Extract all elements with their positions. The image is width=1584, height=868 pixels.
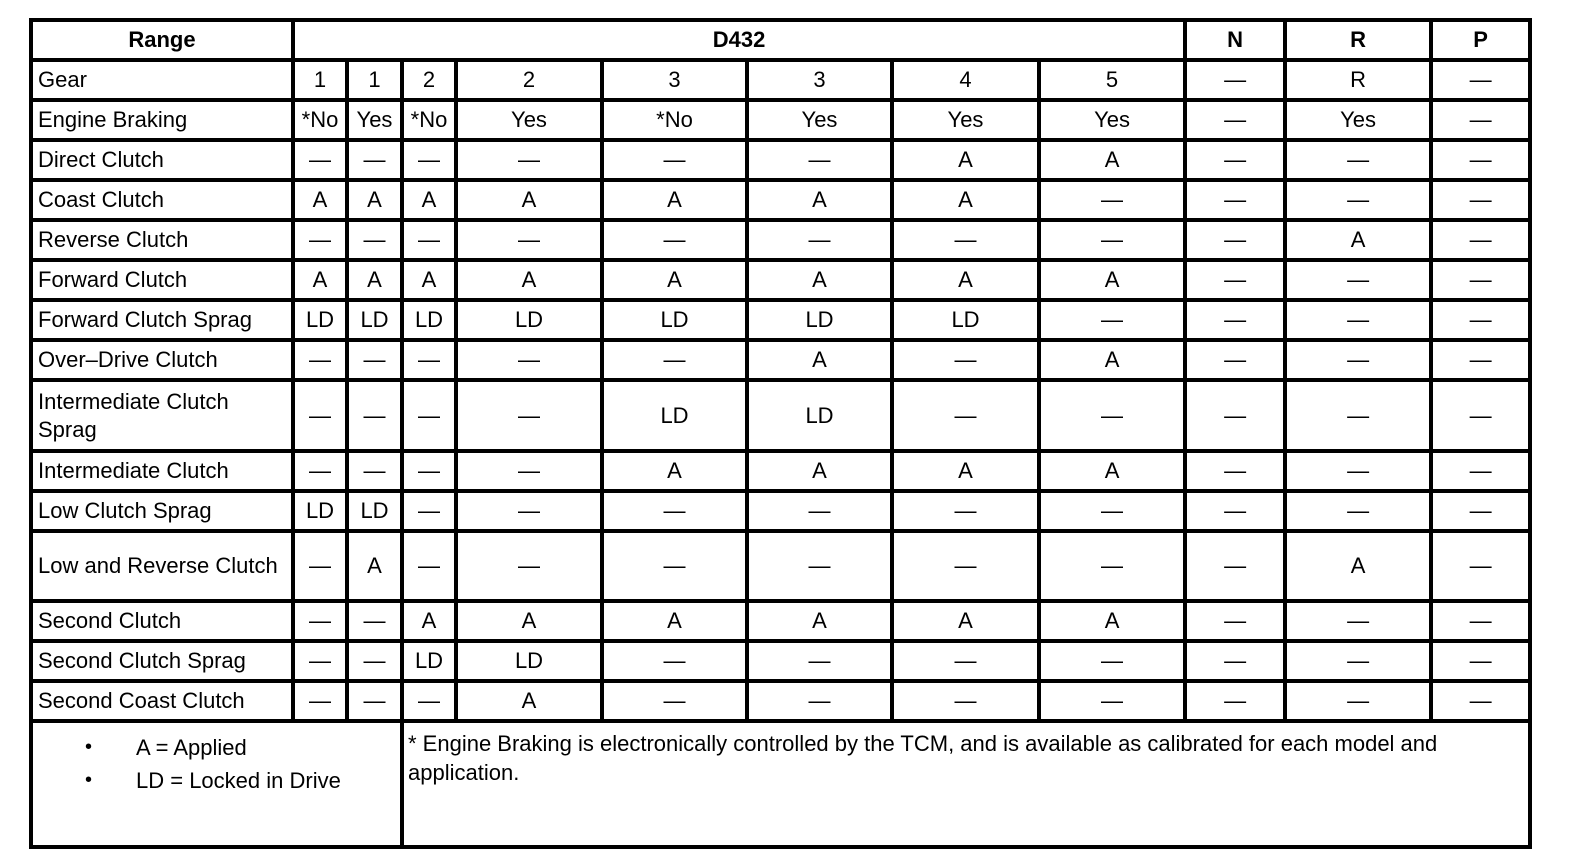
table-cell: — [1431,100,1530,140]
table-row [31,340,1530,380]
table-cell: — [456,380,602,450]
table-cell: A [602,180,747,220]
table-cell: A [402,260,456,300]
table-cell: — [347,451,402,491]
table-cell: — [1185,531,1285,601]
table-cell: 3 [602,60,747,100]
legend-item [85,731,400,764]
table-cell: — [1285,180,1431,220]
table-cell: — [347,641,402,681]
table-cell: — [1039,180,1185,220]
table-cell: A [747,180,892,220]
table-cell: LD [402,641,456,681]
table-cell: — [1285,491,1431,531]
table-cell: — [1039,380,1185,450]
row-label: Second Clutch Sprag [31,641,293,681]
table-row [31,300,1530,340]
legend-text: A = Applied [136,735,247,761]
table-cell: R [1285,60,1431,100]
table-cell: — [1285,260,1431,300]
table-cell: A [1285,220,1431,260]
table-cell: — [1185,220,1285,260]
table-cell: — [1185,380,1285,450]
table-cell: — [602,491,747,531]
table-cell: A [1285,531,1431,601]
table-cell: LD [602,300,747,340]
table-row [31,380,1530,450]
table-cell: A [347,531,402,601]
header-n: N [1185,20,1285,60]
table-cell: — [347,380,402,450]
table-cell: — [402,451,456,491]
table-cell: — [347,220,402,260]
table-cell: A [1039,260,1185,300]
table-cell: — [402,681,456,721]
table-cell: — [602,140,747,180]
table-cell: A [456,681,602,721]
table-cell: — [892,491,1039,531]
table-cell: — [293,340,347,380]
table-cell: — [456,220,602,260]
table-cell: — [1039,531,1185,601]
table-cell: A [347,260,402,300]
table-cell: A [347,180,402,220]
table-cell: — [456,340,602,380]
table-cell: — [892,340,1039,380]
table-cell: A [1039,340,1185,380]
legend-item [85,764,400,797]
table-cell: — [1285,451,1431,491]
row-label: Forward Clutch Sprag [31,300,293,340]
table-cell: LD [347,491,402,531]
table-cell: LD [456,300,602,340]
table-cell: — [602,340,747,380]
header-p: P [1431,20,1530,60]
table-cell: — [1039,300,1185,340]
table-cell: LD [747,380,892,450]
table-cell: — [1185,340,1285,380]
table-cell: — [747,140,892,180]
table-cell: — [1185,451,1285,491]
table-cell: — [402,380,456,450]
table-row [31,491,1530,531]
table-cell: — [293,601,347,641]
table-cell: — [1431,451,1530,491]
table-cell: Yes [747,100,892,140]
table-cell: Yes [892,100,1039,140]
table-cell: — [1431,220,1530,260]
table-cell: A [402,601,456,641]
row-label: Reverse Clutch [31,220,293,260]
header-d432: D432 [293,20,1185,60]
row-label: Over–Drive Clutch [31,340,293,380]
table-cell: — [1185,681,1285,721]
table-row [31,220,1530,260]
table-row [31,641,1530,681]
table-cell: A [747,451,892,491]
table-row [31,140,1530,180]
table-cell: — [456,531,602,601]
table-cell: A [456,180,602,220]
table-cell: — [1185,100,1285,140]
legend [31,721,402,847]
table-cell: — [1431,491,1530,531]
table-cell: — [892,681,1039,721]
table-cell: — [456,451,602,491]
table-cell: — [1431,380,1530,450]
table-row [31,260,1530,300]
row-label: Gear [31,60,293,100]
table-cell: — [892,220,1039,260]
table-cell: — [1039,491,1185,531]
table-cell: — [1185,601,1285,641]
footnote: * Engine Braking is electronically controlled by the TCM, and is available as calibrated for each model and application. [402,721,1530,847]
table-cell: — [1431,60,1530,100]
table-cell: — [347,140,402,180]
table-row [31,100,1530,140]
table-cell: Yes [347,100,402,140]
table-cell: — [602,531,747,601]
table-cell: A [747,340,892,380]
table-cell: 4 [892,60,1039,100]
table-cell: A [402,180,456,220]
table-cell: — [602,641,747,681]
row-label: Direct Clutch [31,140,293,180]
table-cell: Yes [456,100,602,140]
table-cell: — [747,641,892,681]
table-cell: — [347,681,402,721]
table-cell: A [1039,140,1185,180]
table-cell: — [1185,260,1285,300]
table-cell: 3 [747,60,892,100]
table-cell: — [1185,300,1285,340]
table-cell: — [402,531,456,601]
table-cell: — [1431,681,1530,721]
table-cell: — [1285,641,1431,681]
row-label: Intermediate Clutch [31,451,293,491]
table-cell: 1 [347,60,402,100]
table-cell: — [293,220,347,260]
table-cell: LD [602,380,747,450]
row-label: Coast Clutch [31,180,293,220]
table-cell: — [1039,220,1185,260]
table-row [31,451,1530,491]
table-cell: A [456,260,602,300]
table-cell: — [402,491,456,531]
row-label: Forward Clutch [31,260,293,300]
table-cell: — [1285,300,1431,340]
table-cell: A [293,260,347,300]
table-row [31,180,1530,220]
table-cell: A [602,601,747,641]
clutch-application-chart [29,18,1532,849]
table-cell: *No [602,100,747,140]
table-cell: — [602,220,747,260]
table-cell: — [1431,260,1530,300]
table-cell: — [293,140,347,180]
table-cell: A [747,260,892,300]
table-cell: A [892,260,1039,300]
table-cell: LD [347,300,402,340]
table-cell: LD [747,300,892,340]
table-cell: — [293,380,347,450]
table-cell: — [293,681,347,721]
table-cell: 2 [456,60,602,100]
footer-row [31,721,1530,847]
table-cell: — [1431,180,1530,220]
table-cell: A [456,601,602,641]
table-cell: — [747,220,892,260]
row-label: Low and Reverse Clutch [31,531,293,601]
row-label: Second Clutch [31,601,293,641]
table-cell: — [456,491,602,531]
table-cell: A [1039,601,1185,641]
table-row [31,531,1530,601]
table-cell: — [1431,601,1530,641]
table-cell: — [293,451,347,491]
table-cell: A [1039,451,1185,491]
table-cell: — [747,531,892,601]
table-cell: LD [892,300,1039,340]
row-label: Intermediate Clutch Sprag [31,380,293,450]
table-cell: — [1431,140,1530,180]
table-cell: A [892,601,1039,641]
table-cell: — [293,531,347,601]
header-range: Range [31,20,293,60]
table-cell: A [747,601,892,641]
table-cell: Yes [1285,100,1431,140]
legend-text: LD = Locked in Drive [136,768,341,794]
table-cell: — [293,641,347,681]
table-cell: — [1431,641,1530,681]
table-cell: A [892,180,1039,220]
table-cell: — [1431,340,1530,380]
table-cell: — [402,140,456,180]
table-row [31,60,1530,100]
table-cell: — [1185,180,1285,220]
table-cell: A [293,180,347,220]
row-label: Low Clutch Sprag [31,491,293,531]
table-cell: *No [293,100,347,140]
table-cell: — [1285,681,1431,721]
table-cell: LD [456,641,602,681]
table-cell: 5 [1039,60,1185,100]
header-r: R [1285,20,1431,60]
table-cell: — [1185,140,1285,180]
table-cell: — [1185,60,1285,100]
table-cell: — [347,601,402,641]
header-row [31,20,1530,60]
table-cell: *No [402,100,456,140]
table-cell: — [1431,300,1530,340]
row-label: Second Coast Clutch [31,681,293,721]
table-cell: — [456,140,602,180]
table-cell: — [402,220,456,260]
table-cell: — [402,340,456,380]
table-cell: — [1285,140,1431,180]
table-cell: Yes [1039,100,1185,140]
table-row [31,601,1530,641]
table-cell: — [1285,601,1431,641]
bullet-icon: • [85,769,93,792]
table-cell: — [1285,340,1431,380]
table-cell: A [892,140,1039,180]
table-row [31,681,1530,721]
table-cell: — [892,531,1039,601]
table-cell: LD [293,300,347,340]
table-cell: — [1431,531,1530,601]
table-cell: LD [402,300,456,340]
table-cell: — [892,641,1039,681]
table-cell: A [892,451,1039,491]
table-cell: — [1039,641,1185,681]
table-cell: — [1185,491,1285,531]
table-cell: — [747,681,892,721]
table-cell: A [602,451,747,491]
table-cell: — [1285,380,1431,450]
table-cell: LD [293,491,347,531]
table-cell: — [347,340,402,380]
row-label: Engine Braking [31,100,293,140]
bullet-icon: • [85,736,93,759]
table-cell: 2 [402,60,456,100]
table-cell: A [602,260,747,300]
table-cell: — [1039,681,1185,721]
table-cell: — [1185,641,1285,681]
table-cell: — [747,491,892,531]
table-cell: — [602,681,747,721]
table-cell: 1 [293,60,347,100]
table-cell: — [892,380,1039,450]
